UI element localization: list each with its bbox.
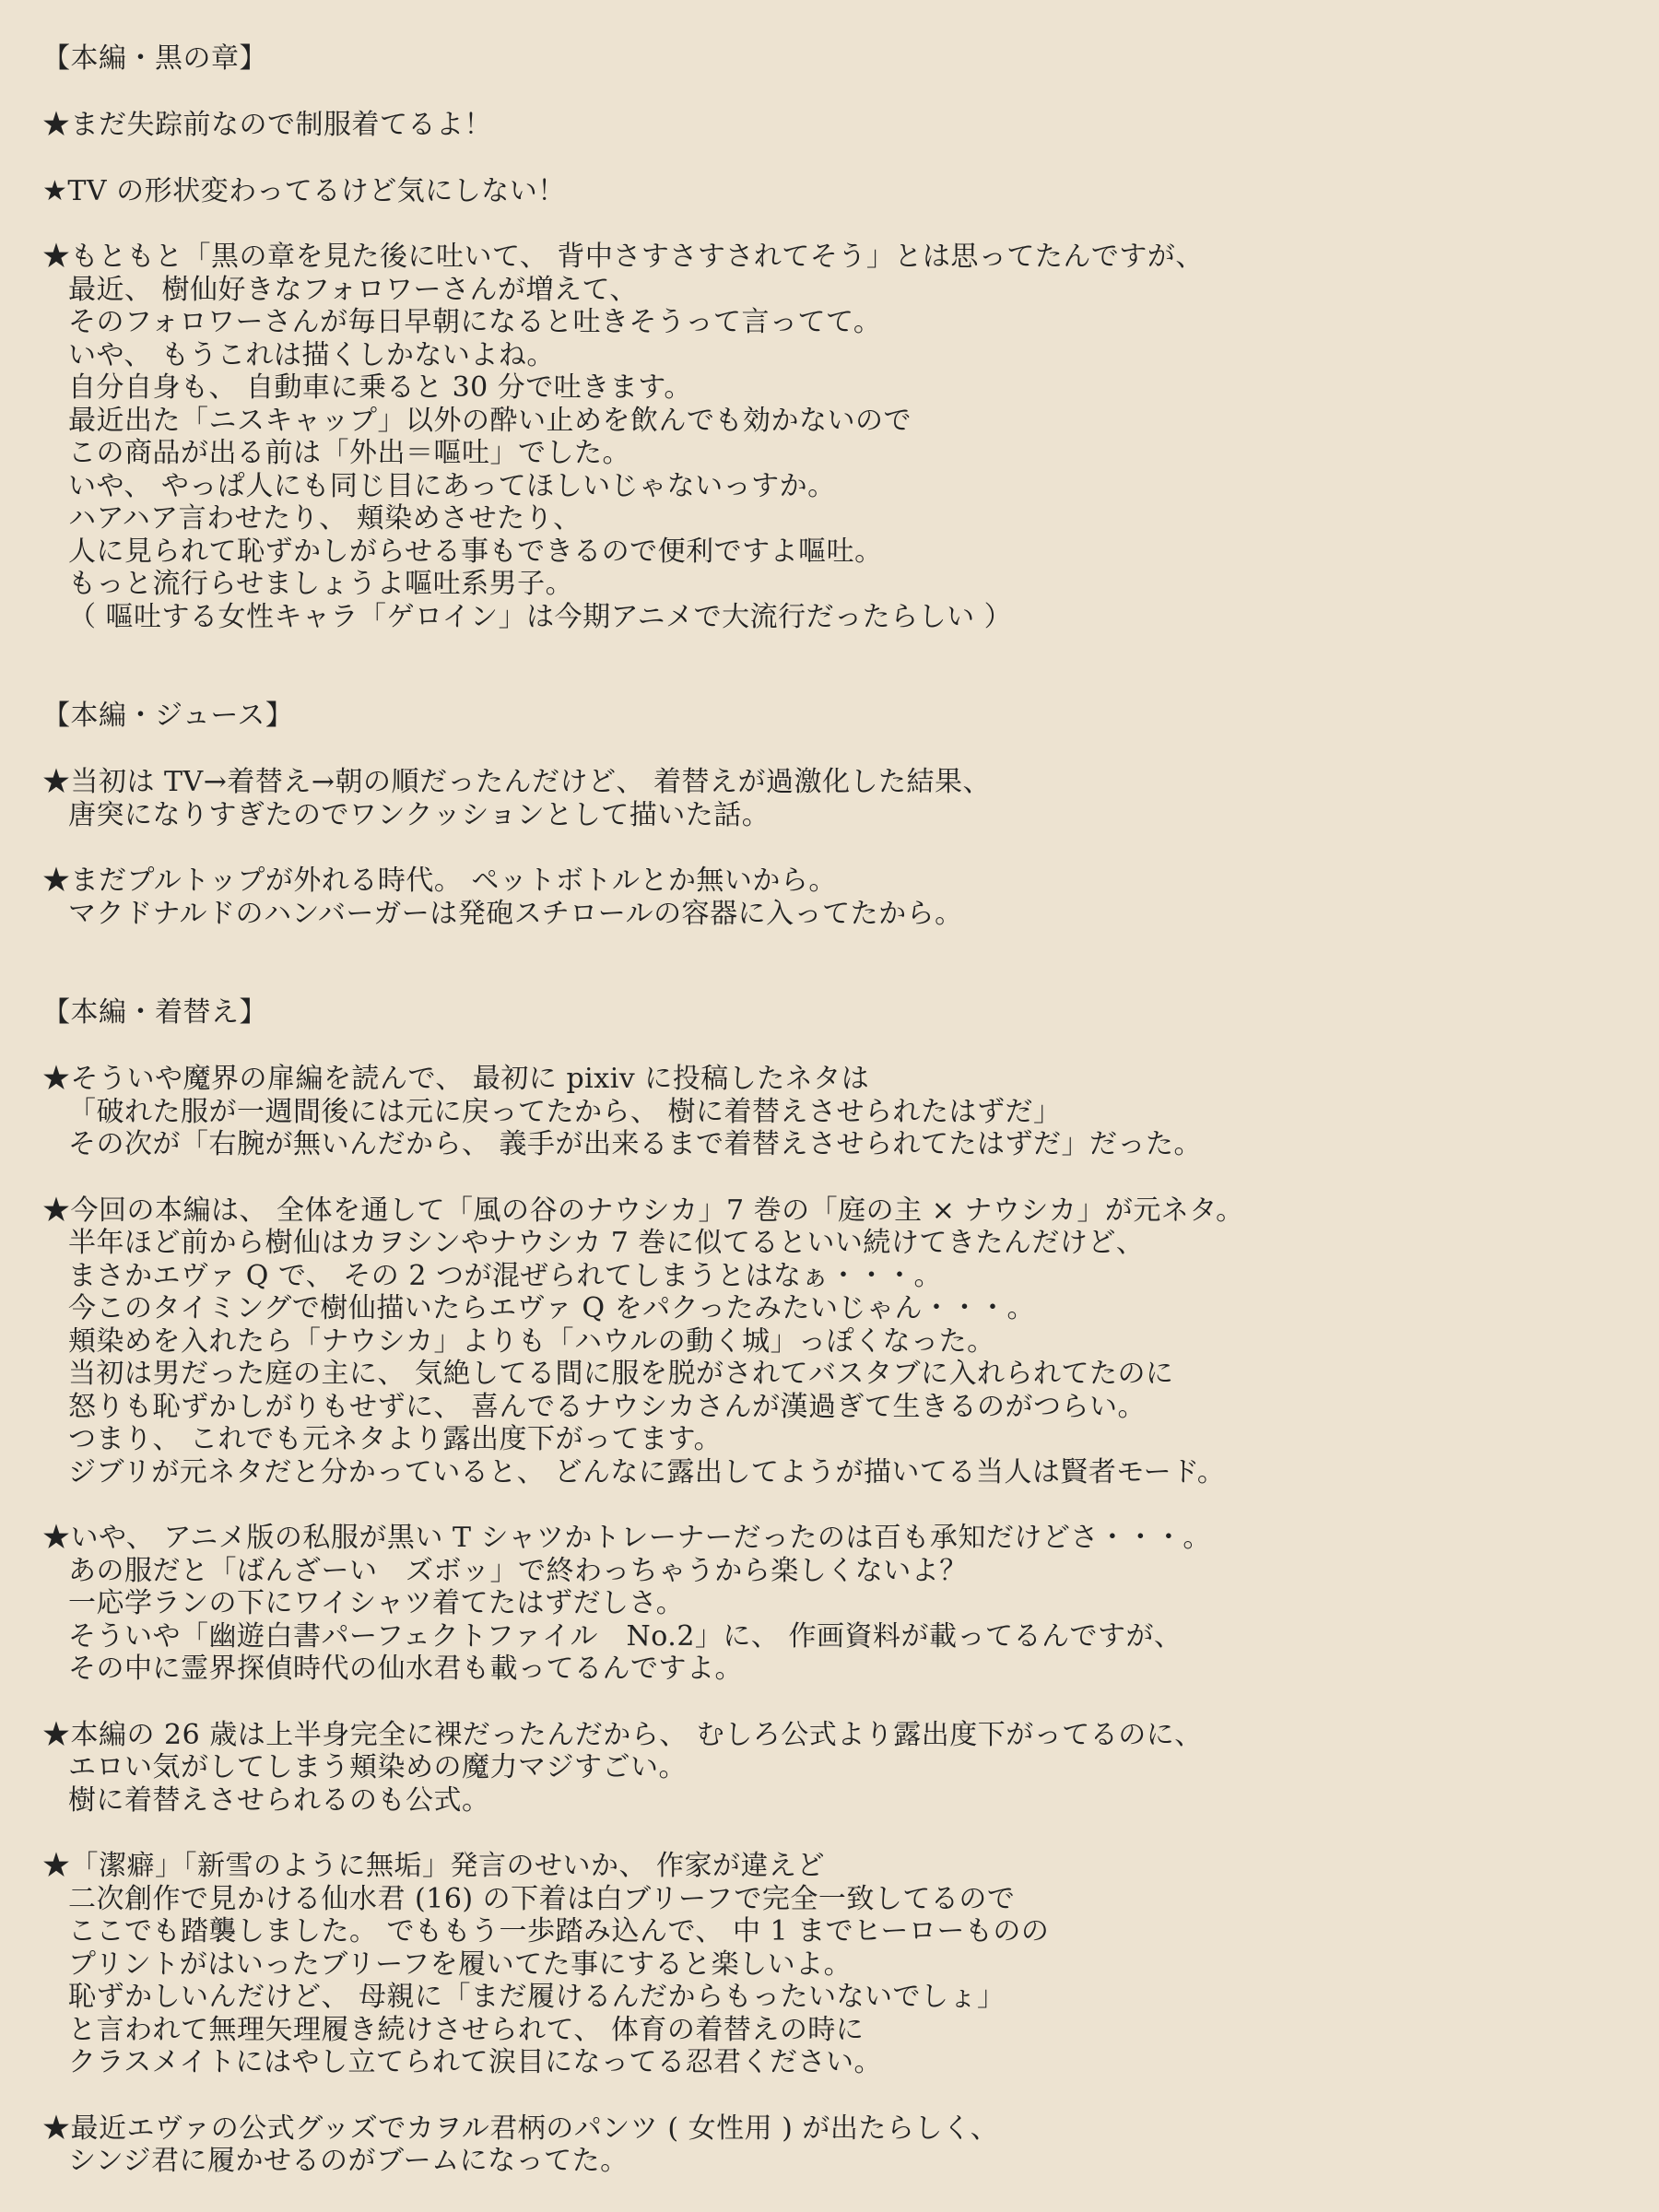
text-line: ★TV の形状変わってるけど気にしない！ bbox=[42, 174, 566, 207]
text-line: 唐突になりすぎたのでワンクッションとして描いた話。 bbox=[68, 798, 771, 831]
text-line: 今このタイミングで樹仙描いたらエヴァ Q をパクったみたいじゃん・・・。 bbox=[68, 1292, 1035, 1324]
text-line: ★もともと「黒の章を見た後に吐いて、 背中さすさすされてそう」とは思ってたんですが、 bbox=[42, 241, 1204, 273]
text-line: 一応学ランの下にワイシャツ着てたはずだしさ。 bbox=[68, 1587, 685, 1619]
text-line: ここでも踏襲しました。 でももう一歩踏み込んで、 中 1 までヒーローものの bbox=[68, 1915, 1050, 1947]
text-line: と言われて無理矢理履き続けさせられて、 体育の着替えの時に bbox=[68, 2013, 865, 2046]
text-line: 「破れた服が一週間後には元に戻ってたから、 樹に着替えさせられたはずだ」 bbox=[68, 1095, 1062, 1128]
notes-text bbox=[42, 42, 1659, 2178]
text-line: その中に霊界探偵時代の仙水君も載ってるんですよ。 bbox=[68, 1653, 743, 1685]
text-line: ★本編の 26 歳は上半身完全に裸だったんだから、 むしろ公式より露出度下がってるのに、 bbox=[42, 1718, 1203, 1751]
paragraph bbox=[42, 2112, 1659, 2178]
text-line: ★最近エヴァの公式グッズでカヲル君柄のパンツ ( 女性用 ) が出たらしく、 bbox=[42, 2112, 999, 2145]
text-line: この商品が出る前は「外出＝嘔吐」でした。 bbox=[68, 437, 630, 469]
text-line: そういや「幽遊白書パーフェクトファイル No.2」に、 作画資料が載ってるんですが、 bbox=[68, 1619, 1182, 1653]
text-line: ★そういや魔界の扉編を読んで、 最初に pixiv に投稿したネタは bbox=[42, 1063, 870, 1095]
section-heading: 【本編・ジュース】 bbox=[42, 700, 294, 732]
paragraph bbox=[42, 175, 1659, 208]
text-line: まさかエヴァ Q で、 その 2 つが混ぜられてしまうとはなぁ・・・。 bbox=[68, 1259, 942, 1292]
text-line: 怒りも恥ずかしがりもせずに、 喜んでるナウシカさんが漢過ぎて生きるのがつらい。 bbox=[68, 1390, 1147, 1423]
text-line: ★当初は TV→着替え→朝の順だったんだけど、 着替えが過激化した結果、 bbox=[42, 766, 992, 798]
paragraph bbox=[42, 1522, 1659, 1686]
section bbox=[42, 700, 1659, 930]
text-line: 最近、 樹仙好きなフォロワーさんが増えて、 bbox=[68, 273, 638, 306]
text-line: ジブリが元ネタだと分かっていると、 どんなに露出してようが描いてる当人は賢者モード。 bbox=[68, 1455, 1226, 1488]
paragraph bbox=[42, 766, 1659, 831]
text-line: その次が「右腕が無いんだから、 義手が出来るまで着替えさせられてたはずだ」だった。 bbox=[68, 1128, 1203, 1160]
text-line: ★いや、 アニメ版の私服が黒い T シャツかトレーナーだったのは百も承知だけどさ・・・。 bbox=[42, 1522, 1211, 1554]
text-line: 樹に着替えさせられるのも公式。 bbox=[68, 1783, 490, 1817]
text-line: そのフォロワーさんが毎日早朝になると吐きそうって言ってて。 bbox=[68, 306, 882, 338]
text-line: 最近出た「ニスキャップ」以外の酔い止めを飲んでも効かないので bbox=[68, 404, 912, 437]
text-line: 人に見られて恥ずかしがらせる事もできるので便利ですよ嘔吐。 bbox=[68, 535, 883, 568]
text-line: シンジ君に履かせるのがブームになってた。 bbox=[68, 2145, 629, 2177]
paragraph bbox=[42, 1194, 1659, 1489]
text-line: マクドナルドのハンバーガーは発砲スチロールの容器に入ってたから。 bbox=[68, 897, 963, 930]
text-line: ★「潔癖」「新雪のように無垢」発言のせいか、 作家が違えど bbox=[42, 1850, 826, 1882]
section bbox=[42, 996, 1659, 2178]
text-line: エロい気がしてしまう頬染めの魔力マジすごい。 bbox=[68, 1751, 687, 1783]
section bbox=[42, 42, 1659, 633]
text-line: 頬染めを入れたら「ナウシカ」よりも「ハウルの動く城」っぽくなった。 bbox=[68, 1324, 995, 1358]
text-line: 半年ほど前から樹仙はカヲシンやナウシカ 7 巻に似てるといい続けてきたんだけど、 bbox=[68, 1227, 1145, 1259]
text-line: （ 嘔吐する女性キャラ「ゲロイン」は今期アニメで大流行だったらしい ） bbox=[68, 600, 1013, 633]
paragraph bbox=[42, 865, 1659, 930]
text-line: プリントがはいったブリーフを履いてた事にすると楽しいよ。 bbox=[68, 1947, 853, 1981]
text-line: もっと流行らせましょうよ嘔吐系男子。 bbox=[68, 568, 574, 600]
text-line: ★まだプルトップが外れる時代。 ペットボトルとか無いから。 bbox=[42, 865, 837, 897]
text-line: ★まだ失踪前なので制服着てるよ！ bbox=[42, 109, 492, 141]
paragraph bbox=[42, 1850, 1659, 2079]
text-line: つまり、 これでも元ネタより露出度下がってます。 bbox=[68, 1423, 723, 1455]
text-line: 恥ずかしいんだけど、 母親に「まだ履けるんだからもったいないでしょ」 bbox=[68, 1981, 1006, 2013]
text-line: クラスメイトにはやし立てられて涙目になってる忍君ください。 bbox=[68, 2046, 882, 2078]
text-line: 当初は男だった庭の主に、 気絶してる間に服を脱がされてバスタブに入れられてたのに bbox=[68, 1358, 1174, 1390]
text-line: あの服だと「ばんざーい ズボッ」で終わっちゃうから楽しくないよ？ bbox=[68, 1554, 968, 1587]
section-heading: 【本編・着替え】 bbox=[42, 996, 267, 1029]
text-line: いや、 やっぱ人にも同じ目にあってほしいじゃないっすか。 bbox=[68, 469, 836, 502]
paragraph bbox=[42, 1719, 1659, 1818]
text-line: ハアハア言わせたり、 頬染めさせたり、 bbox=[68, 502, 582, 535]
paragraph bbox=[42, 241, 1659, 633]
text-line: 自分自身も、 自動車に乗ると 30 分で吐きます。 bbox=[68, 371, 692, 404]
text-line: ★今回の本編は、 全体を通して「風の谷のナウシカ」7 巻の「庭の主 × ナウシカ」が元ネタ。 bbox=[42, 1194, 1244, 1227]
paragraph bbox=[42, 109, 1659, 142]
section-heading: 【本編・黒の章】 bbox=[42, 42, 267, 75]
text-line: 二次創作で見かける仙水君 (16) の下着は白ブリーフで完全一致してるので bbox=[68, 1882, 1016, 1915]
text-line: いや、 もうこれは描くしかないよね。 bbox=[68, 338, 555, 371]
paragraph bbox=[42, 1063, 1659, 1161]
